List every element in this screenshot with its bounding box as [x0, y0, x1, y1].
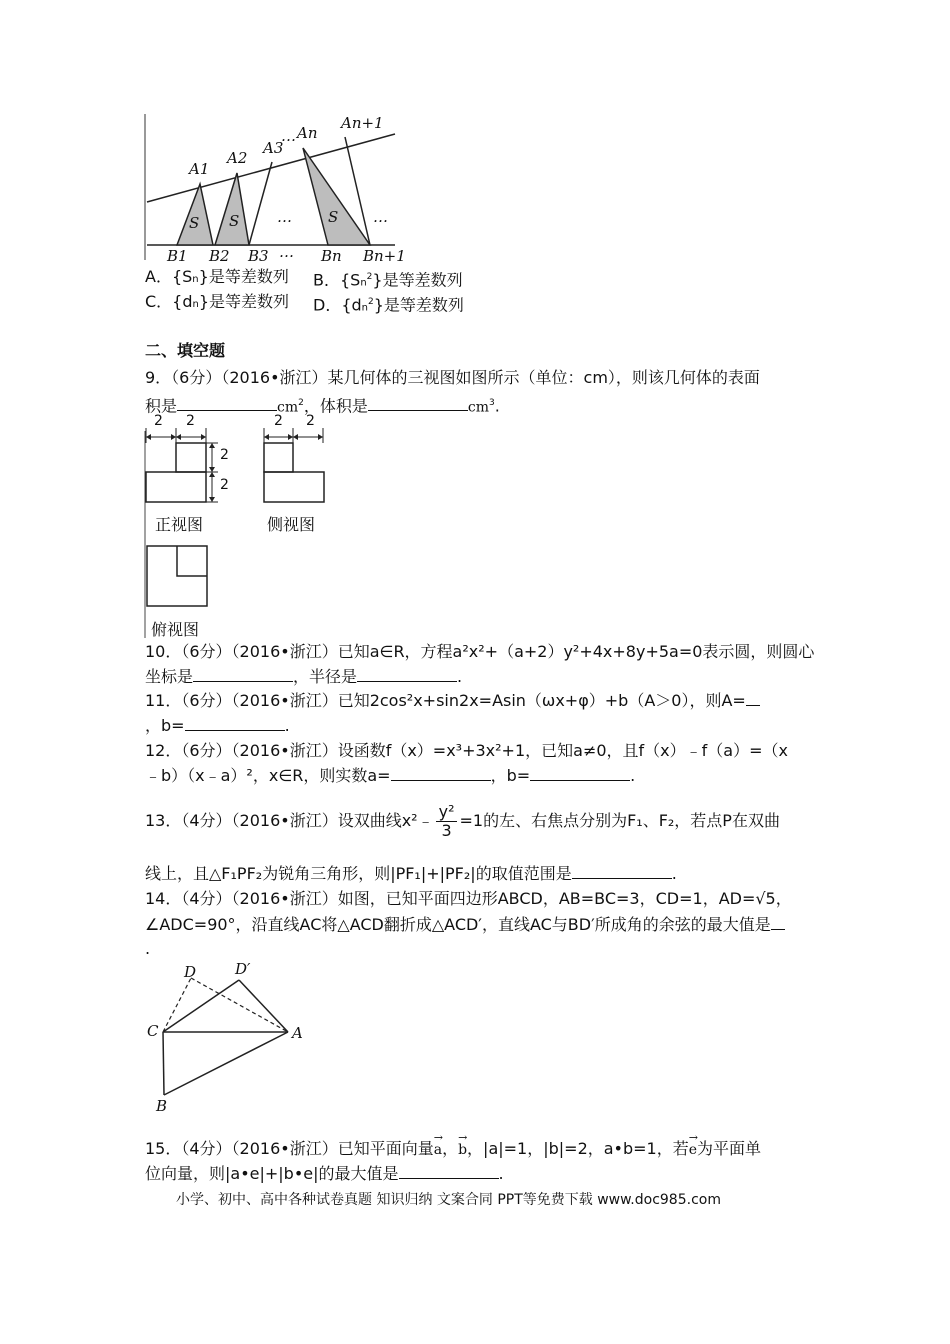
q14-label-a: A [292, 1024, 303, 1042]
q11-blank-b[interactable] [185, 716, 285, 731]
q14-label-dprime: D′ [235, 960, 251, 978]
dim-side-2: 2 [306, 413, 315, 429]
dim-front-1: 2 [154, 413, 163, 429]
q14-label-b: B [156, 1097, 168, 1115]
label-a2: A2 [227, 149, 248, 167]
dim-front-4: 2 [220, 477, 229, 493]
q9-blank-1[interactable] [177, 396, 277, 411]
label-an1: An+1 [341, 114, 384, 132]
q9-line1: 9．（6分）（2016•浙江）某几何体的三视图如图所示（单位：cm），则该几何体的表面 [145, 368, 760, 387]
q13-line2: 线上，且△F₁PF₂为锐角三角形，则|PF₁|+|PF₂|的取值范围是 . [145, 864, 677, 883]
label-bn: Bn [321, 247, 342, 265]
label-s1: S [189, 214, 200, 232]
label-bn1: Bn+1 [363, 247, 406, 265]
q10-blank-1[interactable] [193, 667, 293, 682]
label-dots-bottom: … [279, 243, 294, 261]
q13-fraction: $\frac{\text{y²}}{3}$ [436, 803, 458, 840]
q12-blank-a[interactable] [391, 766, 491, 781]
q14-figure-svg [143, 960, 313, 1115]
label-s2: S [229, 212, 240, 230]
q8-option-a: A．{Sn}是等差数列 [145, 267, 289, 286]
q11-line1: 11．（6分）（2016•浙江）已知2cos²x+sin2x=Asin（ωx+φ）+b（A＞0），则A= [145, 690, 760, 712]
label-a1: A1 [189, 160, 210, 178]
q11-blank-a[interactable] [746, 691, 760, 706]
vector-e: → e [689, 1139, 697, 1161]
front-view-caption: 正视图 [155, 515, 204, 534]
q12-line2: ﹣b）（x﹣a）²，x∈R，则实数a= ，b= . [145, 766, 636, 785]
q9-blank-2[interactable] [368, 396, 468, 411]
label-an: An [297, 124, 318, 142]
q10-blank-2[interactable] [357, 667, 457, 682]
q12-line1: 12．（6分）（2016•浙江）设函数f（x）=x³+3x²+1，已知a≠0，且f（x）﹣f（a）=（x [145, 741, 788, 760]
label-b1: B1 [167, 247, 188, 265]
q13-blank[interactable] [572, 864, 672, 879]
top-view-caption: 俯视图 [151, 620, 200, 639]
dim-side-1: 2 [274, 413, 283, 429]
q10-line2: 坐标是 ，半径是 . [145, 667, 463, 686]
q14-figure [143, 960, 313, 1115]
q14-label-d: D [184, 963, 197, 981]
q15-line1: 15．（4分）（2016•浙江）已知平面向量→ a，→ b，|a|=1，|b|=2，a•b=1，若→ e为平面单 [145, 1138, 761, 1161]
q15-line2: 位向量，则|a•e|+|b•e|的最大值是 . [145, 1164, 504, 1183]
q9-three-views [140, 413, 340, 643]
q15-blank[interactable] [399, 1164, 499, 1179]
q12-blank-b[interactable] [530, 766, 630, 781]
label-b2: B2 [209, 247, 230, 265]
q8-option-b: B．{Sn$^2$}是等差数列 [313, 270, 463, 290]
q13-line1: 13．（4分）（2016•浙江）设双曲线x²﹣ $\frac{\text{y²}}{3}$ =1的左、右焦点分别为F₁、F₂，若点P在双曲 [145, 802, 780, 840]
q14-label-c: C [147, 1022, 159, 1040]
label-dots-mid: … [277, 208, 292, 226]
q10-line1: 10．（6分）（2016•浙江）已知a∈R，方程a²x²+（a+2）y²+4x+8y+5a=0表示圆，则圆心 [145, 642, 815, 661]
q14-blank[interactable] [771, 915, 785, 930]
q14-line1: 14．（4分）（2016•浙江）如图，已知平面四边形ABCD，AB=BC=3，CD=1，AD=√5， [145, 889, 792, 908]
q14-line2: ∠ADC=90°，沿直线AC将△ACD翻折成△ACD′，直线AC与BD′所成角的余弦的最大值是 [145, 914, 785, 936]
vector-a: → a [434, 1139, 442, 1161]
dim-front-2: 2 [186, 413, 195, 429]
q14-line3: . [145, 939, 151, 958]
label-a3: A3 [263, 139, 284, 157]
label-b3: B3 [248, 247, 269, 265]
label-dots-right: … [373, 208, 388, 226]
section-title: 二、填空题 [145, 341, 226, 360]
vector-b: → b [458, 1139, 467, 1161]
label-dots-top: … [281, 127, 296, 145]
dim-front-3: 2 [220, 447, 229, 463]
q9-line2: 积是 $cm^2$，体积是 $cm^3$. [145, 396, 500, 416]
page-footer: 小学、初中、高中各种试卷真题 知识归纳 文案合同 PPT等免费下载 www.doc985.com [176, 1192, 721, 1208]
q8-option-c: C．{dn}是等差数列 [145, 292, 290, 311]
q11-line2: ，b= . [145, 716, 290, 735]
q8-figure [145, 112, 405, 270]
q8-option-d: D．$\{dn^2\}$是等差数列 [313, 295, 464, 315]
label-s3: S [328, 208, 339, 226]
side-view-caption: 侧视图 [267, 515, 316, 534]
